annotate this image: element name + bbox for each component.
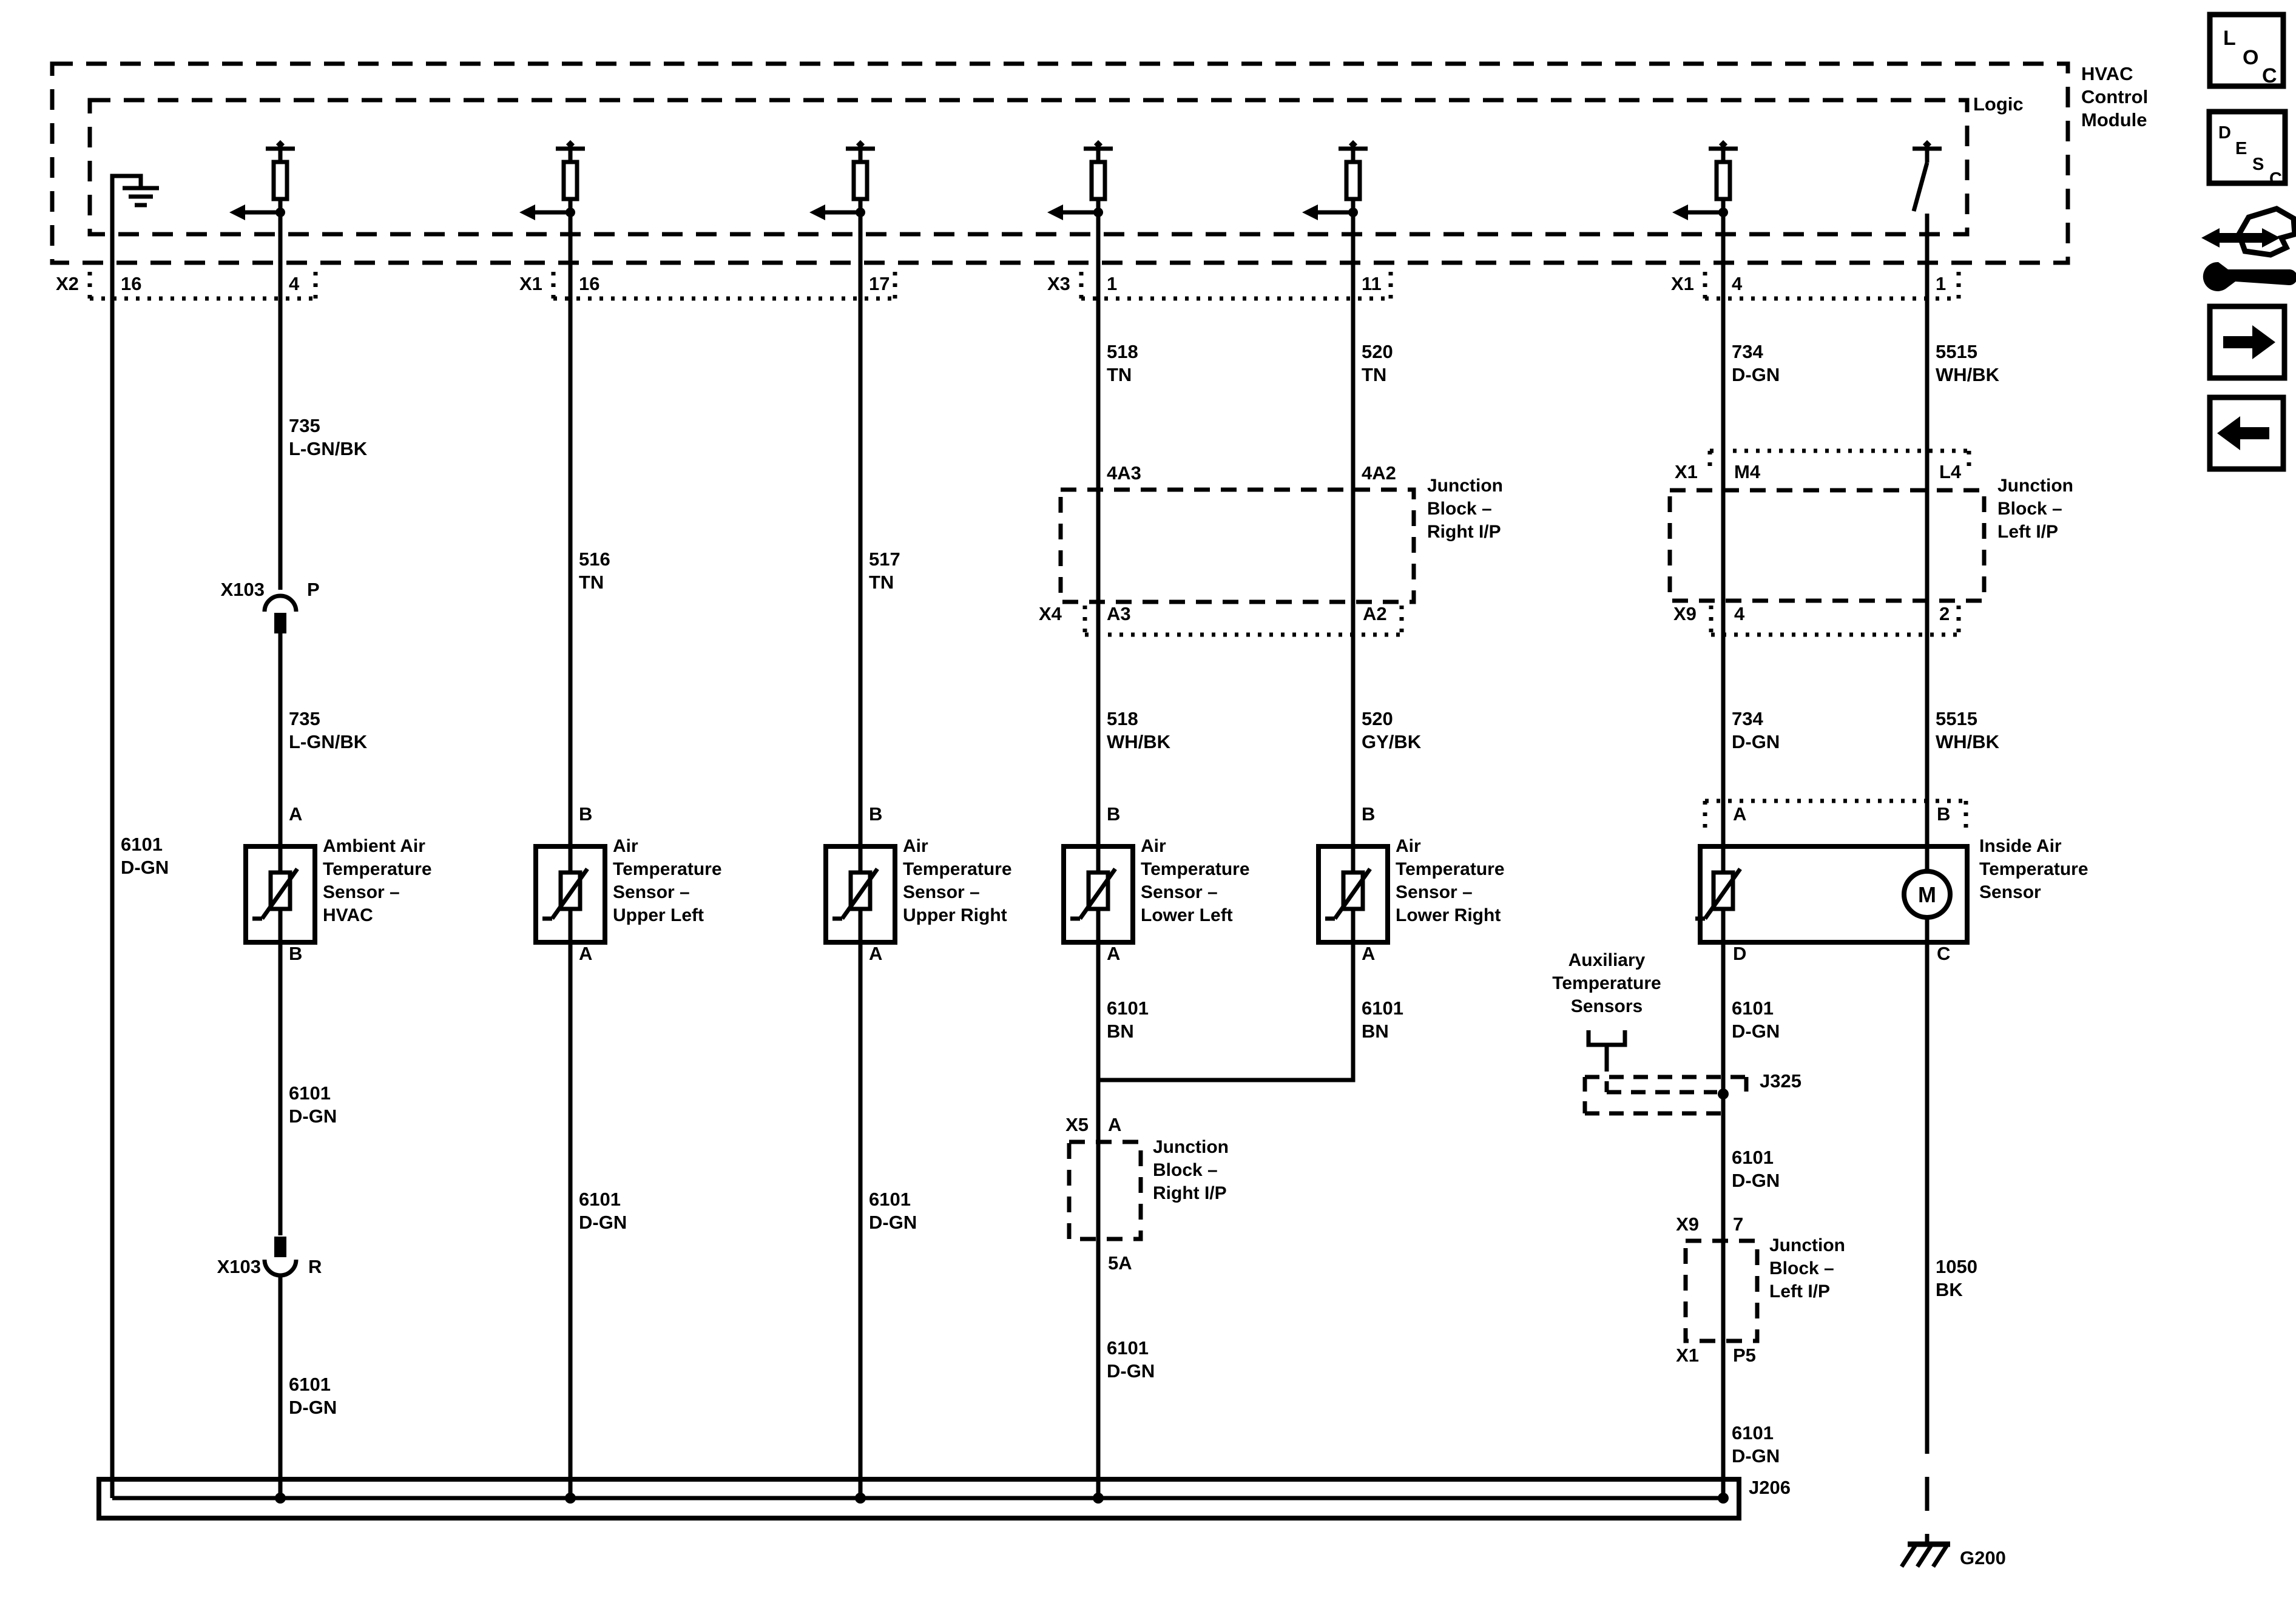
sensor-label: Air <box>1141 836 1166 856</box>
pin-number: 4 <box>289 273 300 294</box>
sensor-label: Sensor – <box>613 882 690 902</box>
connector-name: X1 <box>1676 1345 1699 1366</box>
splice-j325 <box>1585 1070 1801 1113</box>
socket-icon <box>265 1260 296 1275</box>
junction-dot <box>565 1493 576 1504</box>
wire-label: 6101 <box>1362 998 1403 1019</box>
pin-letter: D <box>1733 943 1747 964</box>
loc-letter: C <box>2262 64 2277 87</box>
pin-letter: R <box>308 1256 322 1277</box>
wire-label: 5515 <box>1936 708 1977 729</box>
wire-label: BN <box>1107 1021 1134 1042</box>
pin-letter: A <box>1107 943 1121 964</box>
wire-label: 734 <box>1732 341 1763 362</box>
pin-number: 4 <box>1732 273 1743 294</box>
sensor-label: HVAC <box>323 905 373 925</box>
wire-label: 518 <box>1107 708 1138 729</box>
wire-label: D-GN <box>1732 364 1780 385</box>
arrow-right-icon <box>2223 325 2275 359</box>
sensor-lower-left <box>1064 803 1250 964</box>
wire-label: BK <box>1936 1279 1963 1300</box>
pin-number: 5A <box>1108 1252 1132 1274</box>
module-internal-ground-icon <box>112 176 159 263</box>
wire-label: 6101 <box>869 1189 911 1210</box>
wire-label: WH/BK <box>1936 364 2000 385</box>
sensor-label: Ambient Air <box>323 836 425 856</box>
sensor-ambient <box>246 803 432 964</box>
wire-label: 6101 <box>579 1189 621 1210</box>
junction-dot <box>1093 1493 1104 1504</box>
splice-label: J325 <box>1760 1070 1801 1092</box>
pin-letter: A <box>1733 803 1747 825</box>
connector-name: X103 <box>220 579 265 600</box>
module-title-line3: Module <box>2081 109 2147 130</box>
input-symbol-icon <box>519 140 585 220</box>
pin-icon <box>274 613 286 633</box>
motor-letter: M <box>1918 882 1936 907</box>
nav-icon-back[interactable] <box>2210 397 2283 469</box>
pin-letter: P <box>307 579 320 600</box>
desc-letter: D <box>2218 123 2231 143</box>
pin-number: M4 <box>1734 461 1761 482</box>
pin-letter: B <box>1362 803 1376 825</box>
pin-letter: B <box>1937 803 1951 825</box>
wire-label: D-GN <box>869 1212 917 1233</box>
sensor-label: Sensor – <box>1141 882 1218 902</box>
pin-number: 1 <box>1107 273 1118 294</box>
pin-letter: A <box>1108 1114 1122 1135</box>
socket-icon <box>265 596 296 612</box>
aux-label: Temperature <box>1552 973 1661 993</box>
sensor-label: Air <box>613 836 638 856</box>
wire-label: 520 <box>1362 708 1393 729</box>
pin-number: 1 <box>1936 273 1947 294</box>
jb-label: Block – <box>1153 1160 1218 1180</box>
wire-label: 6101 <box>1107 998 1149 1019</box>
jb-label: Junction <box>1153 1137 1229 1157</box>
wire-label: D-GN <box>289 1106 337 1127</box>
wire-label: 6101 <box>1732 1422 1774 1443</box>
wire-label: TN <box>1362 364 1387 385</box>
wire-label: L-GN/BK <box>289 438 368 459</box>
nav-icon-loc[interactable] <box>2210 15 2283 87</box>
wire-label: 516 <box>579 549 610 570</box>
connector-name: X1 <box>519 273 542 294</box>
sensor-label: Temperature <box>613 859 722 879</box>
pin-number: 16 <box>121 273 142 294</box>
sensor-label: Upper Right <box>903 905 1007 925</box>
wire-label: 6101 <box>1107 1337 1149 1359</box>
pin-letter: C <box>1937 943 1951 964</box>
ground-g200 <box>1902 1544 2006 1568</box>
wire-label: D-GN <box>1732 1445 1780 1467</box>
jb-label: Block – <box>1427 499 1492 519</box>
sensor-upper-left <box>536 803 722 964</box>
pin-number: 16 <box>579 273 600 294</box>
pin-number: 11 <box>1362 273 1382 294</box>
jb-label: Left I/P <box>1769 1281 1831 1301</box>
nav-icon-wrench[interactable] <box>2201 209 2296 291</box>
wire-label: L-GN/BK <box>289 731 368 752</box>
desc-letter: E <box>2235 139 2247 158</box>
input-symbol-icon <box>1302 140 1368 220</box>
sensor-inside-air <box>1695 801 2088 964</box>
junction-block-right-ip-lower <box>1065 1114 1229 1274</box>
junction-block-left-ip-lower <box>1676 1214 1845 1366</box>
wire-label: D-GN <box>579 1212 627 1233</box>
wire-label: 6101 <box>1732 1147 1774 1168</box>
wire-label: D-GN <box>1732 731 1780 752</box>
ground-bus-j206 <box>99 1477 1791 1518</box>
pin-letter: A <box>579 943 593 964</box>
aux-label: Auxiliary <box>1568 950 1646 970</box>
wire-label: D-GN <box>289 1397 337 1418</box>
module-title-line1: HVAC <box>2081 63 2133 84</box>
bus-label: J206 <box>1749 1477 1791 1498</box>
module-input-symbols <box>229 140 1942 220</box>
sensor-label: Air <box>903 836 928 856</box>
pin-letter: A <box>869 943 883 964</box>
desc-letter: C <box>2269 169 2282 189</box>
wire-label: GY/BK <box>1362 731 1422 752</box>
sensor-label: Upper Left <box>613 905 704 925</box>
inline-connector-x103-p <box>221 579 320 633</box>
junction-dot <box>855 1493 866 1504</box>
sensor-label: Air <box>1396 836 1421 856</box>
input-symbol-icon <box>1672 140 1738 220</box>
wire-label: 517 <box>869 549 900 570</box>
pin-letter: B <box>869 803 883 825</box>
connector-name: X2 <box>56 273 79 294</box>
ground-label: G200 <box>1960 1547 2006 1568</box>
pin-number: 7 <box>1733 1214 1744 1235</box>
pin-letter: B <box>579 803 593 825</box>
connector-name: X5 <box>1065 1114 1089 1135</box>
wire-label: 520 <box>1362 341 1393 362</box>
module-title-line2: Control <box>2081 86 2149 107</box>
pin-number: A2 <box>1363 603 1387 624</box>
wire-label: 735 <box>289 708 320 729</box>
input-symbol-icon <box>1047 140 1113 220</box>
connector-x1-right <box>1671 272 1959 299</box>
wire-label: TN <box>1107 364 1132 385</box>
sensor-label: Temperature <box>323 859 432 879</box>
pin-letter: B <box>289 943 303 964</box>
pin-number: A3 <box>1107 603 1131 624</box>
wire-label: 6101 <box>1732 998 1774 1019</box>
pin-number: P5 <box>1733 1345 1756 1366</box>
wire-label: TN <box>579 572 604 593</box>
connector-name: X4 <box>1039 603 1062 624</box>
sensor-upper-right <box>826 803 1012 964</box>
sensors-row <box>246 801 2088 964</box>
connector-name: X9 <box>1673 603 1697 624</box>
jb-label: Junction <box>1427 476 1503 496</box>
switch-icon <box>1913 140 1942 211</box>
arrow-left-icon <box>2217 416 2269 450</box>
pin-number: 4A2 <box>1362 462 1396 484</box>
jb-label: Right I/P <box>1427 522 1501 542</box>
loc-letter: O <box>2243 46 2259 69</box>
sensor-label: Temperature <box>1396 859 1505 879</box>
wire-label: 6101 <box>289 1082 331 1104</box>
nav-icon-next[interactable] <box>2210 306 2284 378</box>
input-symbol-icon <box>229 140 295 220</box>
sensor-label: Sensor – <box>903 882 980 902</box>
pin-number: L4 <box>1939 461 1962 482</box>
connector-name: X1 <box>1675 461 1698 482</box>
sensor-label: Temperature <box>1979 859 2088 879</box>
connector-x1-mid <box>519 272 895 299</box>
loc-letter: L <box>2223 27 2236 50</box>
wire-label: BN <box>1362 1021 1389 1042</box>
wire-label: 6101 <box>289 1374 331 1395</box>
logic-label: Logic <box>1973 93 2024 115</box>
pin-icon <box>274 1237 286 1257</box>
bracket-icon <box>1589 1030 1625 1045</box>
arrow-left-head-icon <box>2201 228 2220 248</box>
wire-label: 1050 <box>1936 1256 1977 1277</box>
wire-label: WH/BK <box>1107 731 1171 752</box>
sensor-label: Sensor – <box>1396 882 1473 902</box>
sensor-label: Lower Right <box>1396 905 1501 925</box>
connector-x2 <box>56 272 316 299</box>
jb-label: Junction <box>1997 476 2073 496</box>
sensor-label: Temperature <box>903 859 1012 879</box>
input-symbol-icon <box>809 140 875 220</box>
jb-label: Block – <box>1769 1258 1834 1278</box>
nav-icon-desc[interactable] <box>2209 112 2285 189</box>
sensor-label: Lower Left <box>1141 905 1233 925</box>
junction-dot <box>1718 1089 1729 1099</box>
sensor-label: Sensor – <box>323 882 400 902</box>
jb-label: Left I/P <box>1997 522 2059 542</box>
connector-name: X103 <box>217 1256 261 1277</box>
wire-label: D-GN <box>1107 1360 1155 1382</box>
junction-dot <box>1718 1493 1729 1504</box>
junction-block-right-ip-upper <box>1039 462 1503 635</box>
jb-label: Right I/P <box>1153 1183 1227 1203</box>
jb-label: Block – <box>1997 499 2062 519</box>
connector-name: X3 <box>1047 273 1070 294</box>
pin-number: 2 <box>1939 603 1950 624</box>
sensor-label: Temperature <box>1141 859 1250 879</box>
wire-label: TN <box>869 572 894 593</box>
wire-label: D-GN <box>1732 1021 1780 1042</box>
desc-letter: S <box>2252 155 2264 174</box>
pin-letter: B <box>1107 803 1121 825</box>
junction-dot <box>275 1493 286 1504</box>
wire-label: D-GN <box>121 857 169 878</box>
wire-label: 5515 <box>1936 341 1977 362</box>
pin-letter: A <box>1362 943 1376 964</box>
junction-block-left-ip-upper <box>1670 451 2073 635</box>
wire-label: 735 <box>289 415 320 436</box>
pin-number: 4A3 <box>1107 462 1141 484</box>
sensor-label: Sensor <box>1979 882 2041 902</box>
wrench-icon <box>2203 262 2296 291</box>
sensor-lower-right <box>1319 803 1505 964</box>
connector-name: X9 <box>1676 1214 1699 1235</box>
wire-label: 6101 <box>121 834 163 855</box>
wire-label: 734 <box>1732 708 1763 729</box>
arrow-right-head-icon <box>2262 228 2280 248</box>
wire-label: 518 <box>1107 341 1138 362</box>
jb-label: Junction <box>1769 1235 1845 1255</box>
aux-label: Sensors <box>1570 996 1643 1016</box>
inline-connector-x103-r <box>217 1237 322 1277</box>
wire-label: WH/BK <box>1936 731 2000 752</box>
connector-name: X1 <box>1671 273 1694 294</box>
sensor-label: Inside Air <box>1979 836 2062 856</box>
wire-label: D-GN <box>1732 1170 1780 1191</box>
pin-number: 4 <box>1734 603 1745 624</box>
connector-row <box>56 272 1959 299</box>
pin-letter: A <box>289 803 303 825</box>
pin-number: 17 <box>869 273 890 294</box>
